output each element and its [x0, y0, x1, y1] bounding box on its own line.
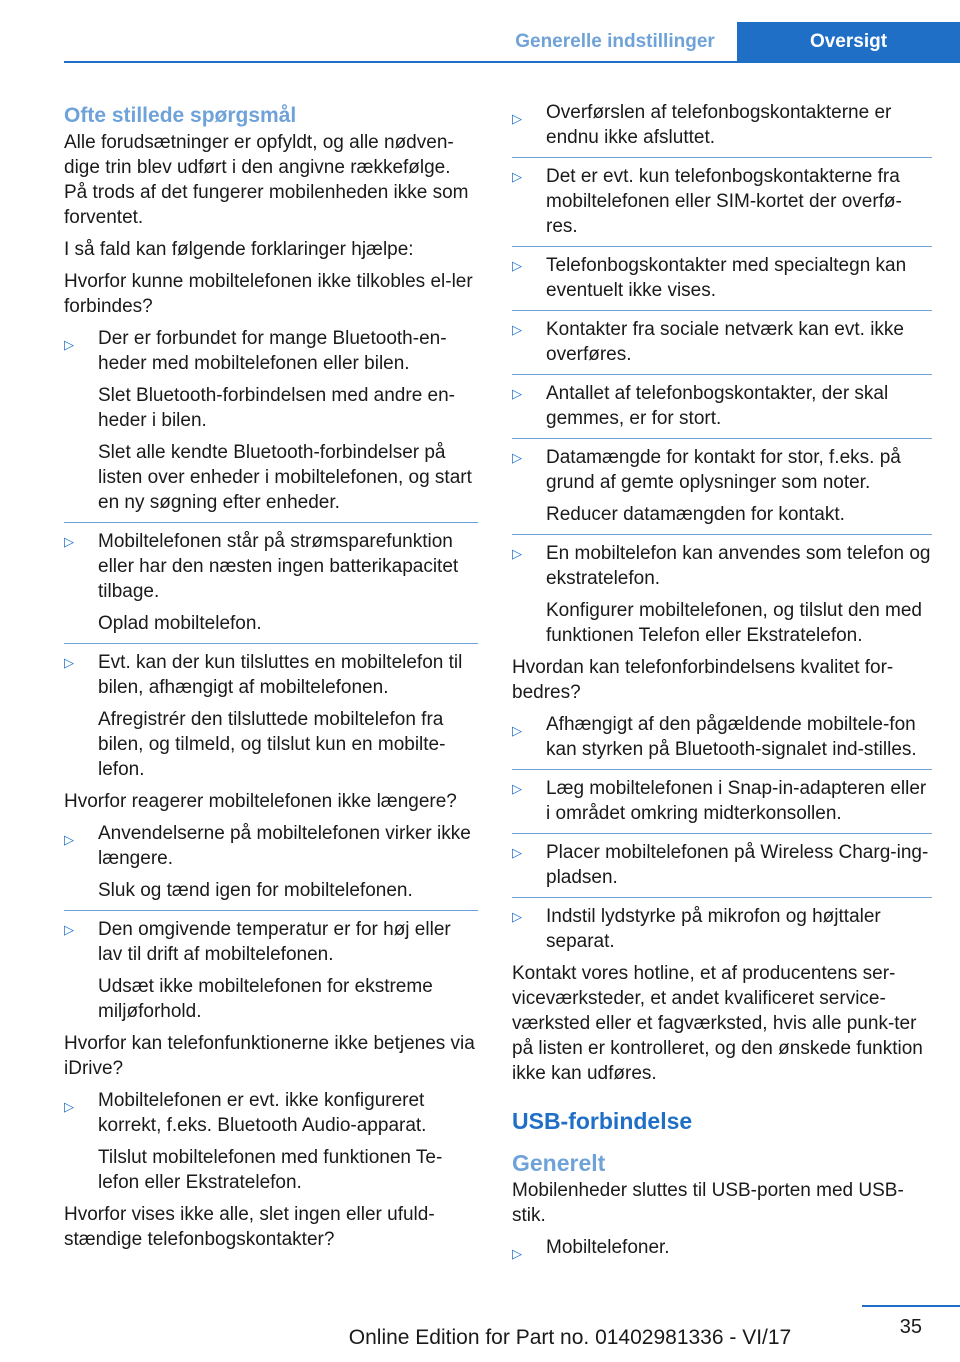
- bullet-cause: Mobiltelefonen står på strømsparefunktion eller har den næsten ingen batterikapacitet tilbage.: [98, 531, 459, 602]
- bullet-solution: Slet Bluetooth-forbindelsen med andre en-heder i bilen.: [98, 385, 456, 431]
- question-4-list: [512, 100, 932, 648]
- bullet-solution: Udsæt ikke mobiltelefonen for ekstreme miljøforhold.: [98, 976, 433, 1022]
- triangle-bullet-icon: ▷: [512, 845, 522, 860]
- list-item: [64, 326, 478, 515]
- page-number: 35: [899, 1316, 922, 1338]
- list-item: [512, 897, 932, 954]
- bullet-cause: Overførslen af telefonbogskontakterne er endnu ikke afsluttet.: [546, 102, 892, 148]
- bullet-cause: Mobiltelefonen er evt. ikke konfigureret korrekt, f.eks. Bluetooth Audio-apparat.: [98, 1090, 427, 1136]
- section-tab-overview: Oversigt: [737, 22, 960, 62]
- question-3: Hvorfor kan telefonfunktionerne ikke betjenes via iDrive?: [64, 1033, 475, 1079]
- usb-list: [512, 1235, 932, 1260]
- list-item: [512, 769, 932, 826]
- list-item: [512, 1235, 932, 1260]
- triangle-bullet-icon: ▷: [512, 111, 522, 126]
- triangle-bullet-icon: ▷: [512, 386, 522, 401]
- question-1-list: [64, 326, 478, 782]
- section-tab-general-settings: Generelle indstillinger: [515, 31, 715, 52]
- list-item: [512, 833, 932, 890]
- triangle-bullet-icon: ▷: [512, 450, 522, 465]
- usb-heading: USB-forbindelse: [512, 1108, 693, 1134]
- triangle-bullet-icon: ▷: [64, 655, 74, 670]
- question-5-list: [512, 712, 932, 954]
- list-item: [64, 821, 478, 903]
- bullet-cause: Afhængigt af den pågældende mobiltele-fon kan styrken på Bluetooth-signalet ind-stilles.: [546, 714, 917, 760]
- bullet-cause: En mobiltelefon kan anvendes som telefon og ekstratelefon.: [546, 543, 931, 589]
- question-5: Hvordan kan telefonforbindelsens kvalitet for-bedres?: [512, 657, 894, 703]
- triangle-bullet-icon: ▷: [64, 337, 74, 352]
- list-item: [64, 522, 478, 636]
- list-item: [512, 534, 932, 648]
- general-heading: Generelt: [512, 1150, 606, 1176]
- list-item: [512, 157, 932, 239]
- left-column: [64, 100, 478, 1259]
- bullet-cause: Datamængde for kontakt for stor, f.eks. på grund af gemte oplysninger som noter.: [546, 447, 901, 493]
- list-item: [512, 100, 932, 150]
- question-2: Hvorfor reagerer mobiltelefonen ikke længere?: [64, 791, 457, 812]
- usb-paragraph: Mobilenheder sluttes til USB-porten med USB-stik.: [512, 1180, 904, 1226]
- triangle-bullet-icon: ▷: [64, 832, 74, 847]
- list-item: [64, 910, 478, 1024]
- list-item: [512, 374, 932, 431]
- triangle-bullet-icon: ▷: [512, 723, 522, 738]
- bullet-cause: Telefonbogskontakter med specialtegn kan eventuelt ikke vises.: [546, 255, 907, 301]
- triangle-bullet-icon: ▷: [512, 909, 522, 924]
- intro-paragraph-2: I så fald kan følgende forklaringer hjælpe:: [64, 239, 414, 260]
- header-rule: [64, 61, 960, 63]
- right-column: [512, 100, 932, 1267]
- triangle-bullet-icon: ▷: [64, 1099, 74, 1114]
- bullet-solution: Afregistrér den tilsluttede mobiltelefon fra bilen, og tilmeld, og tilslut kun en mobilte-lefon.: [98, 709, 446, 780]
- intro-paragraph: Alle forudsætninger er opfyldt, og alle nødven-dige trin blev udført i den angivne rækkefølge. På trods af det fungerer mobilenheden ikke som forventet.: [64, 132, 469, 228]
- bullet-solution: Sluk og tænd igen for mobiltelefonen.: [98, 880, 413, 901]
- list-item: [64, 1088, 478, 1195]
- triangle-bullet-icon: ▷: [64, 534, 74, 549]
- bullet-cause: Antallet af telefonbogskontakter, der skal gemmes, er for stort.: [546, 383, 889, 429]
- question-4: Hvorfor vises ikke alle, slet ingen eller ufuld-stændige telefonbogskontakter?: [64, 1204, 435, 1250]
- list-item: [512, 246, 932, 303]
- bullet-solution: Tilslut mobiltelefonen med funktionen Te-lefon eller Ekstratelefon.: [98, 1147, 443, 1193]
- triangle-bullet-icon: ▷: [512, 322, 522, 337]
- bullet-cause: Læg mobiltelefonen i Snap-in-adapteren eller i området omkring midterkonsollen.: [546, 778, 927, 824]
- contact-paragraph: Kontakt vores hotline, et af producentens ser-viceværksteder, et andet kvalificeret service-værksted eller et fagværksted, hvis alle punk-ter på listen er kontrolleret, og den ønskede funktion ikke kan udføres.: [512, 963, 923, 1084]
- bullet-cause: Placer mobiltelefonen på Wireless Charg-ing-pladsen.: [546, 842, 929, 888]
- triangle-bullet-icon: ▷: [64, 922, 74, 937]
- triangle-bullet-icon: ▷: [512, 258, 522, 273]
- question-3-list: [64, 1088, 478, 1195]
- list-item: [64, 643, 478, 782]
- bullet-cause: Indstil lydstyrke på mikrofon og højttaler separat.: [546, 906, 881, 952]
- triangle-bullet-icon: ▷: [512, 546, 522, 561]
- question-1: Hvorfor kunne mobiltelefonen ikke tilkobles el-ler forbindes?: [64, 271, 473, 317]
- triangle-bullet-icon: ▷: [512, 1246, 522, 1261]
- bullet-cause: Kontakter fra sociale netværk kan evt. ikke overføres.: [546, 319, 904, 365]
- triangle-bullet-icon: ▷: [512, 169, 522, 184]
- list-item: [512, 310, 932, 367]
- bullet-cause: Mobiltelefoner.: [546, 1237, 670, 1258]
- bullet-solution: Reducer datamængden for kontakt.: [546, 504, 845, 525]
- bullet-cause: Der er forbundet for mange Bluetooth-en-heder med mobiltelefonen eller bilen.: [98, 328, 447, 374]
- bullet-cause: Den omgivende temperatur er for høj eller lav til drift af mobiltelefonen.: [98, 919, 451, 965]
- bullet-cause: Det er evt. kun telefonbogskontakterne fra mobiltelefonen eller SIM-kortet der overfø-res.: [546, 166, 902, 237]
- page-number-rule: [862, 1305, 960, 1307]
- bullet-cause: Evt. kan der kun tilsluttes en mobiltelefon til bilen, afhængigt af mobiltelefonen.: [98, 652, 463, 698]
- triangle-bullet-icon: ▷: [512, 781, 522, 796]
- bullet-solution: Oplad mobiltelefon.: [98, 613, 262, 634]
- question-2-list: [64, 821, 478, 1024]
- bullet-solution: Konfigurer mobiltelefonen, og tilslut den med funktionen Telefon eller Ekstratelefon.: [546, 600, 923, 646]
- page-header: [0, 0, 960, 62]
- list-item: [512, 438, 932, 527]
- bullet-cause: Anvendelserne på mobiltelefonen virker ikke længere.: [98, 823, 471, 869]
- faq-heading: Ofte stillede spørgsmål: [64, 104, 297, 127]
- edition-footer: Online Edition for Part no. 01402981336 - VI/17: [348, 1326, 792, 1349]
- list-item: [512, 712, 932, 762]
- bullet-solution: Slet alle kendte Bluetooth-forbindelser på listen over enheder i mobiltelefonen, og start en ny søgning efter enheder.: [98, 442, 472, 513]
